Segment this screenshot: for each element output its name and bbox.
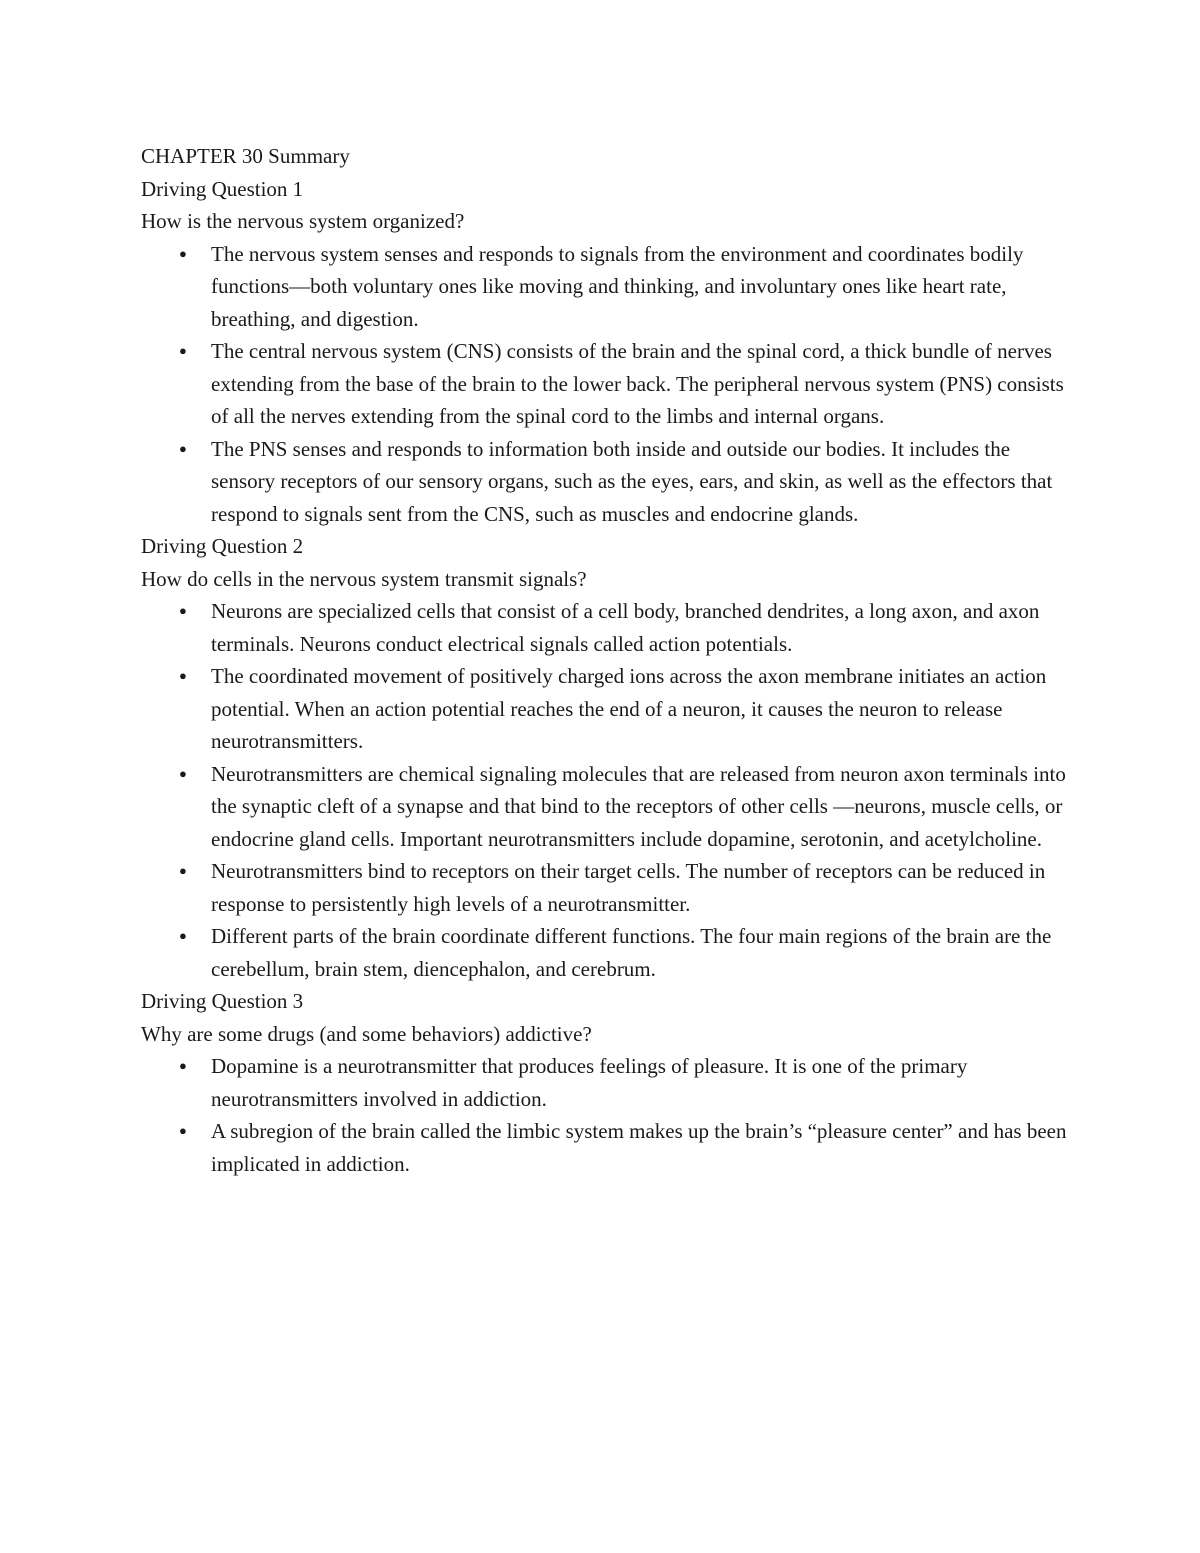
section-heading: Driving Question 2: [141, 534, 304, 558]
bullet-item: [141, 238, 1071, 336]
bullet-text: Neurons are specialized cells that consist of a cell body, branched dendrites, a long axon, and axon terminals. Neurons conduct electrical signals called action potentials.: [211, 599, 1040, 656]
section-driving-question-2: [141, 530, 1071, 985]
bullet-item: [141, 660, 1071, 758]
section-question: How do cells in the nervous system transmit signals?: [141, 566, 587, 591]
bullet-text: The PNS senses and responds to information both inside and outside our bodies. It includes the sensory receptors of our sensory organs, such as the eyes, ears, and skin, as well as the effectors that respond to signals sent from the CNS, such as muscles and endocrine glands.: [211, 436, 1053, 526]
bullet-item: [141, 1115, 1071, 1180]
bullet-dot-icon: ●: [179, 440, 187, 456]
bullet-dot-icon: ●: [179, 668, 187, 683]
bullet-text: Different parts of the brain coordinate different functions. The four main regions of the brain are the cerebellum, brain stem, diencephalon, and cerebrum.: [211, 924, 1052, 981]
bullet-dot-icon: ●: [179, 1058, 187, 1073]
bullet-dot-icon: ●: [179, 765, 187, 781]
bullet-dot-icon: ●: [179, 343, 187, 358]
section-driving-question-1: [141, 173, 1071, 531]
bullet-dot-icon: ●: [179, 863, 187, 878]
section-heading: Driving Question 3: [141, 989, 304, 1013]
bullet-text: Neurotransmitters are chemical signaling molecules that are released from neuron axon terminals into the synaptic cleft of a synapse and that bind to the receptors of other cells —neurons, muscle cells, or endocrine gland cells. Important neurotransmitters include dopamine, serotonin, and acetylcholine.: [211, 761, 1066, 851]
bullet-list: [141, 1050, 1071, 1180]
section-question: How is the nervous system organized?: [141, 209, 465, 233]
bullet-item: [141, 335, 1071, 433]
section-driving-question-3: [141, 985, 1071, 1180]
bullet-text: Neurotransmitters bind to receptors on their target cells. The number of receptors can be reduced in response to persistently high levels of a neurotransmitter.: [211, 859, 1046, 916]
bullet-item: [141, 855, 1071, 920]
bullet-dot-icon: ●: [179, 603, 187, 618]
bullet-text: The coordinated movement of positively charged ions across the axon membrane initiates an action potential. When an action potential reaches the end of a neuron, it causes the neuron to release neurotransmitters.: [211, 664, 1047, 753]
bullet-text: A subregion of the brain called the limbic system makes up the brain’s “pleasure center” and has been implicated in addiction.: [211, 1119, 1067, 1176]
section-heading: Driving Question 1: [141, 176, 304, 201]
bullet-item: [141, 433, 1071, 531]
chapter-title: CHAPTER 30 Summary: [141, 144, 350, 168]
bullet-item: [141, 595, 1071, 660]
section-question: Why are some drugs (and some behaviors) addictive?: [141, 1021, 592, 1046]
bullet-item: [141, 920, 1071, 985]
bullet-item: [141, 758, 1071, 856]
bullet-list: [141, 238, 1071, 531]
bullet-list: [141, 595, 1071, 985]
bullet-dot-icon: ●: [179, 928, 187, 943]
bullet-item: [141, 1050, 1071, 1115]
bullet-dot-icon: ●: [179, 245, 187, 261]
document-page: [141, 140, 1071, 1180]
bullet-dot-icon: ●: [179, 1123, 187, 1138]
bullet-text: The nervous system senses and responds to signals from the environment and coordinates bodily functions—both voluntary ones like moving and thinking, and involuntary ones like heart rate, breathing, and digestion.: [211, 241, 1024, 331]
bullet-text: The central nervous system (CNS) consists of the brain and the spinal cord, a thick bundle of nerves extending from the base of the brain to the lower back. The peripheral nervous system (PNS) consists of all the nerves extending from the spinal cord to the limbs and internal organs.: [211, 339, 1064, 428]
bullet-text: Dopamine is a neurotransmitter that produces feelings of pleasure. It is one of the primary neurotransmitters involved in addiction.: [211, 1054, 968, 1111]
